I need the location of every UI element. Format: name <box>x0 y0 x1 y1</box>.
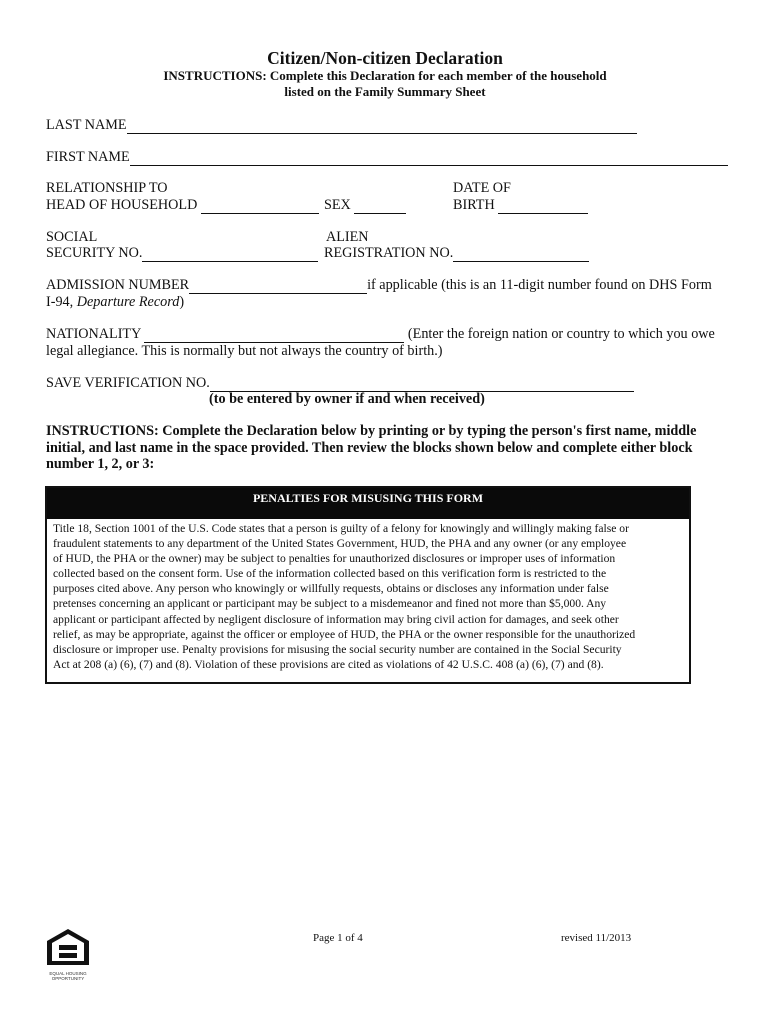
penalties-line: purposes cited above. Any person who knowingly or willfully requests, obtains or discloses any information under false <box>53 582 609 596</box>
nationality-label: NATIONALITY <box>46 326 141 342</box>
instructions-line-2: listed on the Family Summary Sheet <box>284 84 486 99</box>
dob-input[interactable] <box>498 198 588 214</box>
logo-caption-line: OPPORTUNITY <box>51 976 85 981</box>
ssn-label-2: SECURITY NO. <box>46 245 143 261</box>
save-verification-row <box>46 375 634 392</box>
first-name-input[interactable] <box>130 150 728 166</box>
dob-label-2: BIRTH <box>453 197 495 213</box>
ssn-input[interactable] <box>142 246 318 262</box>
declaration-instructions: INSTRUCTIONS: Complete the Declaration below by printing or by typing the person's first name, middle initial, and last name in the space provided. Then review the blocks shown below and complete either block number 1, 2, or 3: <box>46 423 697 472</box>
admission-row <box>46 277 716 310</box>
penalties-line: pretenses concerning an applicant or participant may be subject to a misdemeanor and fined not more than $5,000. Any <box>53 597 607 611</box>
alien-reg-label-2: REGISTRATION NO. <box>324 245 454 261</box>
penalties-text <box>53 519 681 672</box>
admission-note: if applicable (this is an 11-digit number found on DHS Form I-94, <box>46 277 712 310</box>
relationship-label-2: HEAD OF HOUSEHOLD <box>46 197 198 213</box>
penalties-line: applicant or participant affected by negligent disclosure of information may bring civil action for damages, and seek other <box>53 612 619 626</box>
dob-label-1: DATE OF <box>453 180 511 196</box>
save-verification-note: (to be entered by owner if and when received) <box>209 391 485 407</box>
relationship-row <box>46 197 319 214</box>
penalties-box <box>45 486 691 684</box>
sex-label: SEX <box>324 197 351 213</box>
penalties-line: disclosure or improper use. Penalty provisions for misusing the social security number are contained in the Social Security <box>53 642 622 656</box>
alien-reg-label-1: ALIEN <box>326 229 369 245</box>
last-name-label: LAST NAME <box>46 117 127 133</box>
penalties-line: of HUD, the PHA or the owner) may be subject to penalties for unauthorized disclosures or improper uses of information <box>53 552 616 566</box>
sex-input[interactable] <box>354 198 406 214</box>
admission-label: ADMISSION NUMBER <box>46 277 190 293</box>
nationality-row <box>46 326 716 359</box>
penalties-line: Title 18, Section 1001 of the U.S. Code states that a person is guilty of a felony for knowingly and willingly making false or <box>53 522 629 535</box>
penalties-heading: PENALTIES FOR MISUSING THIS FORM <box>47 488 689 519</box>
admission-note-end: ) <box>179 293 185 310</box>
page-title: Citizen/Non-citizen Declaration <box>267 48 503 68</box>
page-number: Page 1 of 4 <box>313 932 363 944</box>
equal-housing-opportunity-icon <box>46 928 90 981</box>
relationship-label-1: RELATIONSHIP TO <box>46 180 168 196</box>
save-verification-label: SAVE VERIFICATION NO. <box>46 375 210 391</box>
logo-caption-line: EQUAL HOUSING <box>49 971 87 976</box>
revision-date: revised 11/2013 <box>561 932 632 944</box>
penalties-line: Act at 208 (a) (6), (7) and (8). Violation of these provisions are cited as violations of 42 U.S.C. 408 (a) (6), (7) and (8). <box>53 657 604 671</box>
admission-input[interactable] <box>189 278 367 294</box>
ssn-row <box>46 245 318 262</box>
admission-note-italic: Departure Record <box>76 293 180 310</box>
first-name-label: FIRST NAME <box>46 149 130 165</box>
ssn-label-1: SOCIAL <box>46 229 98 245</box>
last-name-row <box>46 117 637 134</box>
alien-reg-input[interactable] <box>453 246 589 262</box>
last-name-input[interactable] <box>127 118 637 134</box>
dob-row <box>453 197 588 214</box>
first-name-row <box>46 149 728 166</box>
nationality-input[interactable] <box>144 327 404 343</box>
penalties-line: fraudulent statements to any department of the United States Government, HUD, the PHA and any owner (or any employee <box>53 537 627 551</box>
save-verification-input[interactable] <box>210 376 634 392</box>
relationship-input[interactable] <box>201 198 319 214</box>
instructions-line-1: INSTRUCTIONS: Complete this Declaration for each member of the household <box>163 68 607 83</box>
nationality-note: (Enter the foreign nation or country to which you owe legal allegiance. This is normally but not always the country of birth.) <box>46 326 715 359</box>
sex-row <box>324 197 406 214</box>
logo-caption <box>46 971 90 981</box>
penalties-line: relief, as may be appropriate, against the officer or employee of HUD, the PHA or the owner responsible for the unauthorized <box>53 627 636 641</box>
penalties-line: collected based on the consent form. Use of the information collected based on this verification form is restricted to the <box>53 567 607 581</box>
house-icon <box>46 928 90 966</box>
alien-reg-row <box>324 245 589 262</box>
